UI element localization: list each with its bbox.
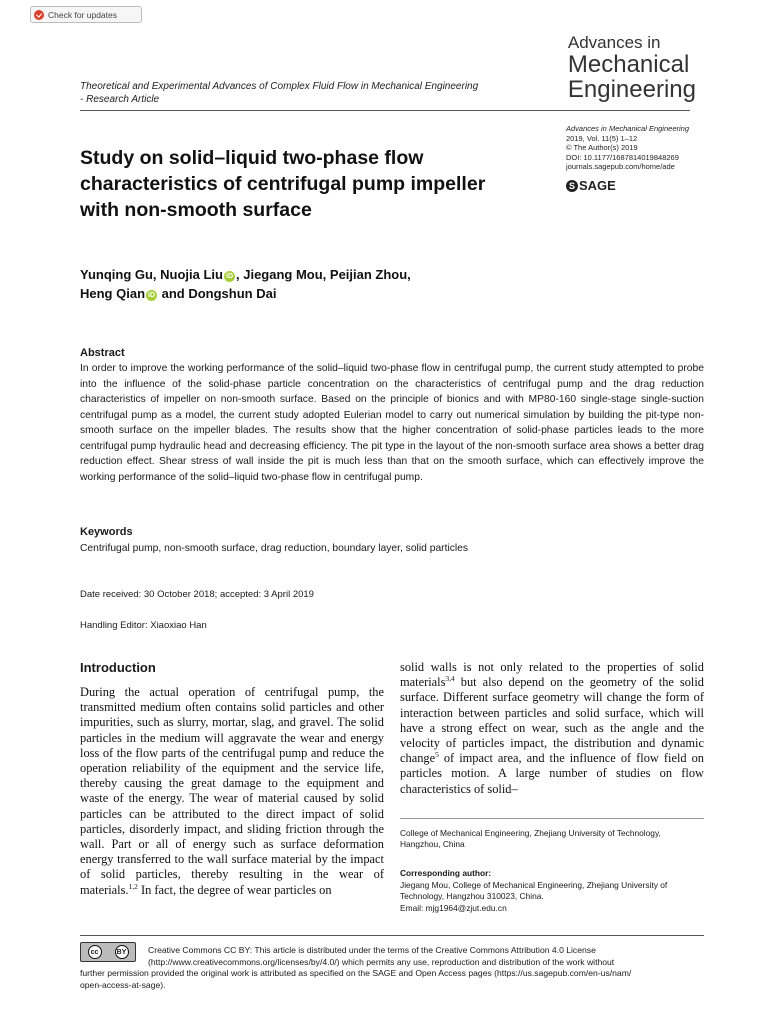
- footnote-divider: [400, 818, 704, 819]
- check-for-updates-label: Check for updates: [48, 9, 117, 20]
- journal-logo-line1: Advances in: [567, 33, 661, 52]
- body-text: of impact area, and the influence of flow field on particles motion. A large number of studies on flow characteristics of solid–: [400, 751, 704, 796]
- journal-logo-line2: Mechanical: [567, 51, 690, 78]
- introduction-heading: Introduction: [80, 660, 156, 675]
- corresponding-author-email[interactable]: Email: mjg1964@zjut.edu.cn: [400, 902, 507, 913]
- meta-journal: Advances in Mechanical Engineering: [566, 124, 689, 133]
- update-check-icon: [34, 10, 44, 20]
- sage-logo-icon: S: [566, 180, 578, 192]
- publisher-name: SAGE: [579, 178, 616, 193]
- journal-logo: [568, 33, 696, 102]
- body-text: In fact, the degree of wear particles on: [137, 882, 332, 897]
- journal-logo-line3: Engineering: [567, 76, 696, 103]
- author-list: [80, 265, 500, 303]
- corresponding-author-address: Jiegang Mou, College of Mechanical Engineering, Zhejiang University of Technology, Hangzhou 310023, China.: [400, 880, 668, 902]
- citation-ref[interactable]: 3,4: [445, 674, 455, 684]
- attribution-icon: BY: [115, 945, 129, 959]
- citation-ref[interactable]: 5: [435, 750, 439, 760]
- authors-part: and Dongshun Dai: [158, 286, 277, 301]
- header-divider: [80, 110, 690, 111]
- citation-ref[interactable]: 1,2: [128, 881, 138, 891]
- keywords-text: Centrifugal pump, non-smooth surface, drag reduction, boundary layer, solid particles: [80, 543, 469, 554]
- authors-part: , Jiegang Mou, Peijian Zhou,: [236, 267, 411, 282]
- abstract-heading: Abstract: [80, 347, 125, 359]
- body-text: solid walls is not only related to the properties of solid materials: [400, 660, 704, 690]
- license-line: (http://www.creativecommons.org/licenses/by/4.0/) which permits any use, reproduction and distribution of the work without: [148, 956, 615, 967]
- publisher-logo: [566, 178, 616, 193]
- license-line: further permission provided the original work is attributed as specified on the SAGE and Open Access pages (https://us.sagepub.com/en-us/nam/: [80, 968, 632, 978]
- article-series: Theoretical and Experimental Advances of Complex Fluid Flow in Mechanical Engineering - Research Article: [80, 81, 479, 105]
- body-column-left: [80, 685, 384, 898]
- orcid-icon[interactable]: iD: [226, 273, 233, 280]
- authors-part: Heng Qian: [80, 286, 146, 301]
- handling-editor: Handling Editor: Xiaoxiao Han: [80, 620, 207, 631]
- abstract-text: In order to improve the working performance of the solid–liquid two-phase flow in centrifugal pump, the current study attempted to probe into the influence of the solid-phase particle concentration on the characteristics of centrifugal pump and the drag reduction characteristics of impeller on non-smooth surface. Based on the principle of bionics and with MP80-160 single-stage single-suction centrifugal pump as a model, the current study adopted Eulerian model to carry out numerical simulation by building the pit-type non-smooth surface on the impeller blades. The results show that the higher concentration of solid-phase particles leads to the more centrifugal pump hydraulic head and decreasing efficiency. The pit type in the layout of the non-smooth surface area shows a better drag reduction effect. Shear stress of wall inside the pit is much less than that on the smooth surface, which can effectively improve the working performance of the solid–liquid two-phase flow in centrifugal pump.: [80, 363, 704, 483]
- corresponding-author-heading: Corresponding author:: [400, 868, 492, 878]
- article-title: Study on solid–liquid two-phase flow characteristics of centrifugal pump impeller with non-smooth surface: [80, 147, 486, 221]
- meta-volume: 2019, Vol. 11(5) 1–12: [566, 133, 638, 143]
- corresponding-author: [400, 880, 700, 914]
- keywords-heading: Keywords: [80, 526, 133, 538]
- authors-part: Yunqing Gu, Nuojia Liu: [80, 267, 223, 282]
- body-text: but also depend on the geometry of the solid surface. Different surface geometry will change the form of interaction between particles and solid surface, which will have a strong effect on wear, such as the angle and the velocity of particles impact, the distribution and dynamic change: [400, 675, 704, 766]
- license-line: open-access-at-sage).: [80, 979, 166, 990]
- license-line: Creative Commons CC BY: This article is distributed under the terms of the Creative Commons Attribution 4.0 License: [148, 945, 596, 955]
- meta-journal-url[interactable]: journals.sagepub.com/home/ade: [566, 162, 675, 172]
- footer-divider: [80, 935, 704, 936]
- article-meta: [566, 124, 746, 172]
- check-for-updates-button[interactable]: [30, 6, 142, 23]
- license-text: [80, 945, 704, 991]
- meta-doi[interactable]: DOI: 10.1177/1687814019848269: [566, 152, 679, 162]
- meta-copyright: © The Author(s) 2019: [566, 143, 638, 153]
- body-text: During the actual operation of centrifugal pump, the transmitted medium often contains solid particles and other impurities, such as slurry, mortar, slag, and gravel. The solid particles in the medium will aggravate the wear and energy loss of the flow parts of the centrifugal pump and reduce the operation reliability of the equipment and the service life, thereby causing the great damage to the equipment and waste of the energy. The wear of material caused by solid particles can be attributed to the direct impact of solid particles, disorderly impact, and sliding friction through the wall. Part or all of energy such as surface deformation energy transferred to the wall surface material by the impact of solid particles, thereby resulting in the wear of materials.: [80, 685, 384, 897]
- body-column-right: [400, 660, 704, 797]
- affiliation: College of Mechanical Engineering, Zhejiang University of Technology, Hangzhou, China: [400, 828, 661, 850]
- date-received: Date received: 30 October 2018; accepted: 3 April 2019: [80, 589, 314, 600]
- orcid-icon[interactable]: iD: [148, 292, 156, 299]
- creative-commons-icon: cc: [88, 945, 102, 959]
